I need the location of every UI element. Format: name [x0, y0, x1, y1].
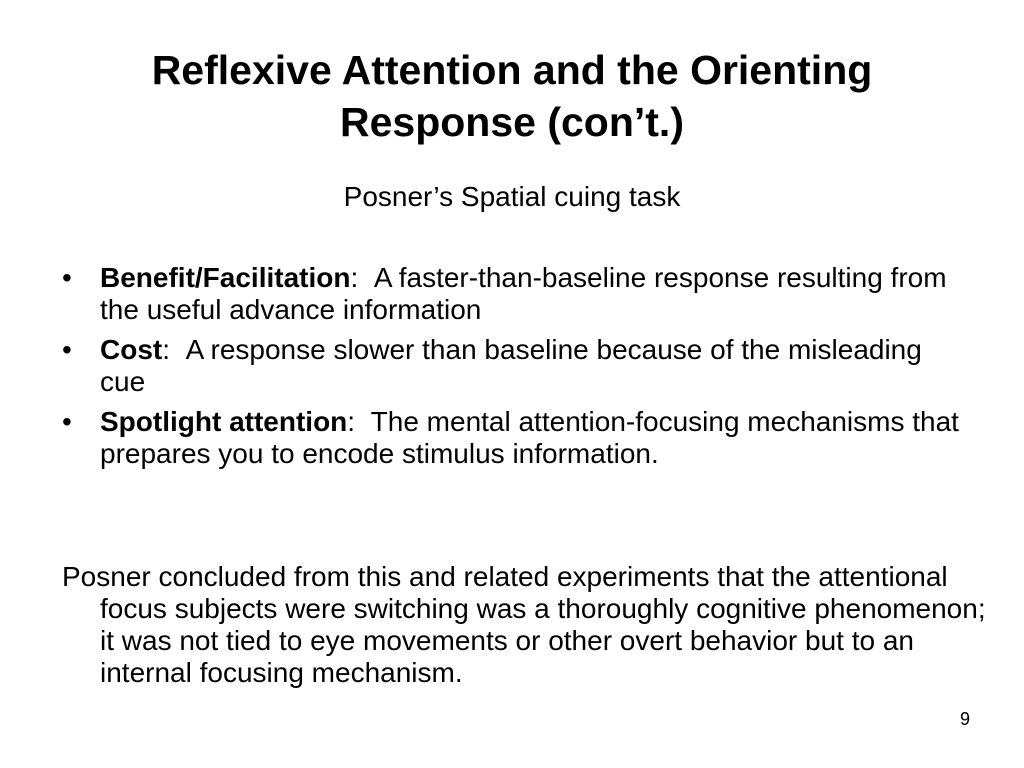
bullet-text: The mental attention-focusing mechanisms that prepares you to encode stimulus information. — [100, 406, 959, 469]
conclusion-paragraph: Posner concluded from this and related experiments that the attentional focus subjects were switching was a thoroughly cognitive phenomenon; it was not tied to eye movements or other overt behavior but to an internal focusing mechanism. — [62, 561, 986, 688]
bullet-dot: • — [62, 406, 72, 437]
bullet-dot: • — [62, 334, 72, 365]
bullet-separator: : — [350, 262, 359, 293]
page-number: 9 — [959, 709, 970, 729]
slide-title: Reflexive Attention and the Orienting Response (con’t.) — [151, 47, 873, 145]
bullet-separator: : — [162, 334, 171, 365]
slide-subtitle: Posner’s Spatial cuing task — [343, 181, 681, 212]
bullet-item — [62, 262, 962, 326]
bullet-dot: • — [62, 262, 72, 293]
bullet-list — [62, 262, 962, 478]
bullet-separator: : — [347, 406, 356, 437]
bullet-term: Cost — [100, 334, 163, 365]
bullet-text: A response slower than baseline because of the misleading cue — [100, 334, 922, 397]
bullet-item — [62, 334, 962, 398]
bullet-item — [62, 406, 962, 470]
bullet-term: Spotlight attention — [100, 406, 348, 437]
bullet-term: Benefit/Facilitation — [100, 262, 351, 293]
bullet-text: A faster-than-baseline response resulting from the useful advance information — [100, 262, 947, 325]
